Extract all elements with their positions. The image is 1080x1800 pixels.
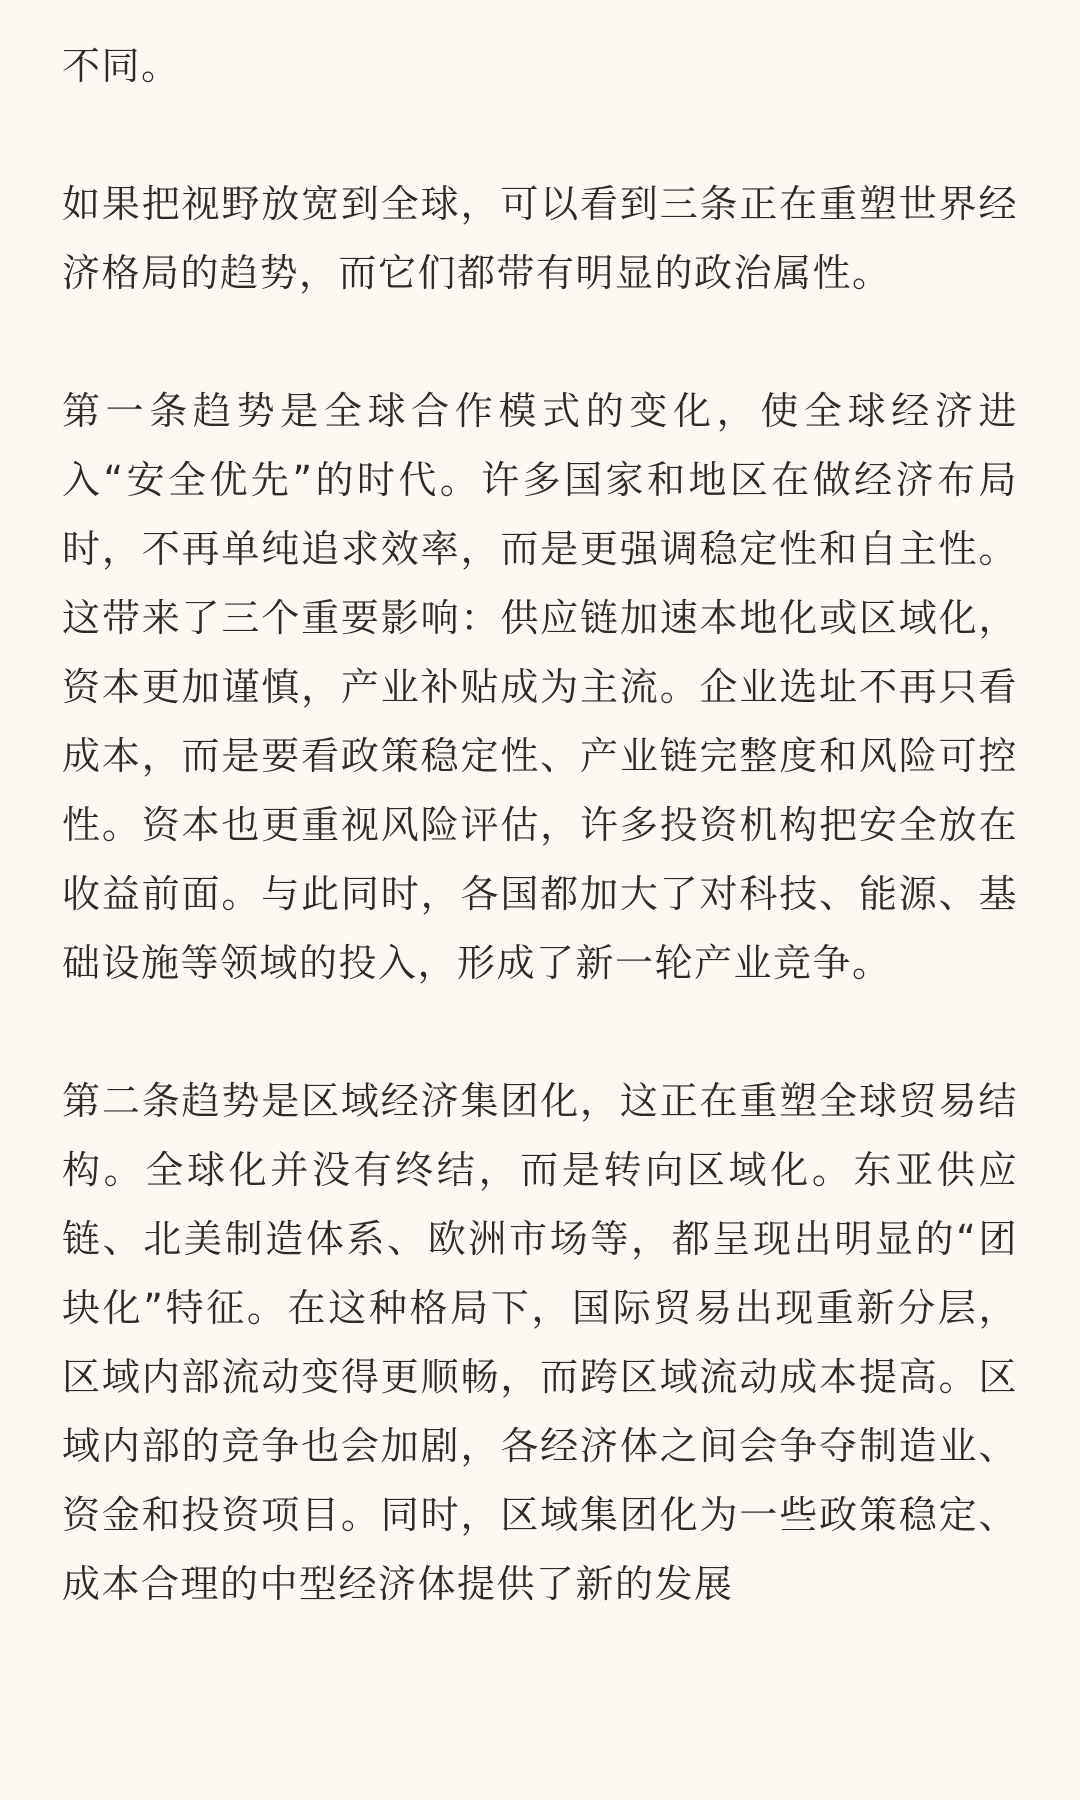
- paragraph-3: 第一条趋势是全球合作模式的变化，使全球经济进入“安全优先”的时代。许多国家和地区在做经济布局时，不再单纯追求效率，而是更强调稳定性和自主性。这带来了三个重要影响：供应链加速本地化或区域化，资本更加谨慎，产业补贴成为主流。企业选址不再只看成本，而是要看政策稳定性、产业链完整度和风险可控性。资本也更重视风险评估，许多投资机构把安全放在收益前面。与此同时，各国都加大了对科技、能源、基础设施等领域的投入，形成了新一轮产业竞争。: [62, 389, 1018, 985]
- paragraph-4: 第二条趋势是区域经济集团化，这正在重塑全球贸易结构。全球化并没有终结，而是转向区域化。东亚供应链、北美制造体系、欧洲市场等，都呈现出明显的“团块化”特征。在这种格局下，国际贸易出现重新分层，区域内部流动变得更顺畅，而跨区域流动成本提高。区域内部的竞争也会加剧，各经济体之间会争夺制造业、资金和投资项目。同时，区域集团化为一些政策稳定、成本合理的中型经济体提供了新的发展: [62, 1079, 1018, 1606]
- paragraph-1: 不同。: [62, 44, 181, 88]
- paragraph-2: 如果把视野放宽到全球，可以看到三条正在重塑世界经济格局的趋势，而它们都带有明显的政治属性。: [62, 182, 1018, 295]
